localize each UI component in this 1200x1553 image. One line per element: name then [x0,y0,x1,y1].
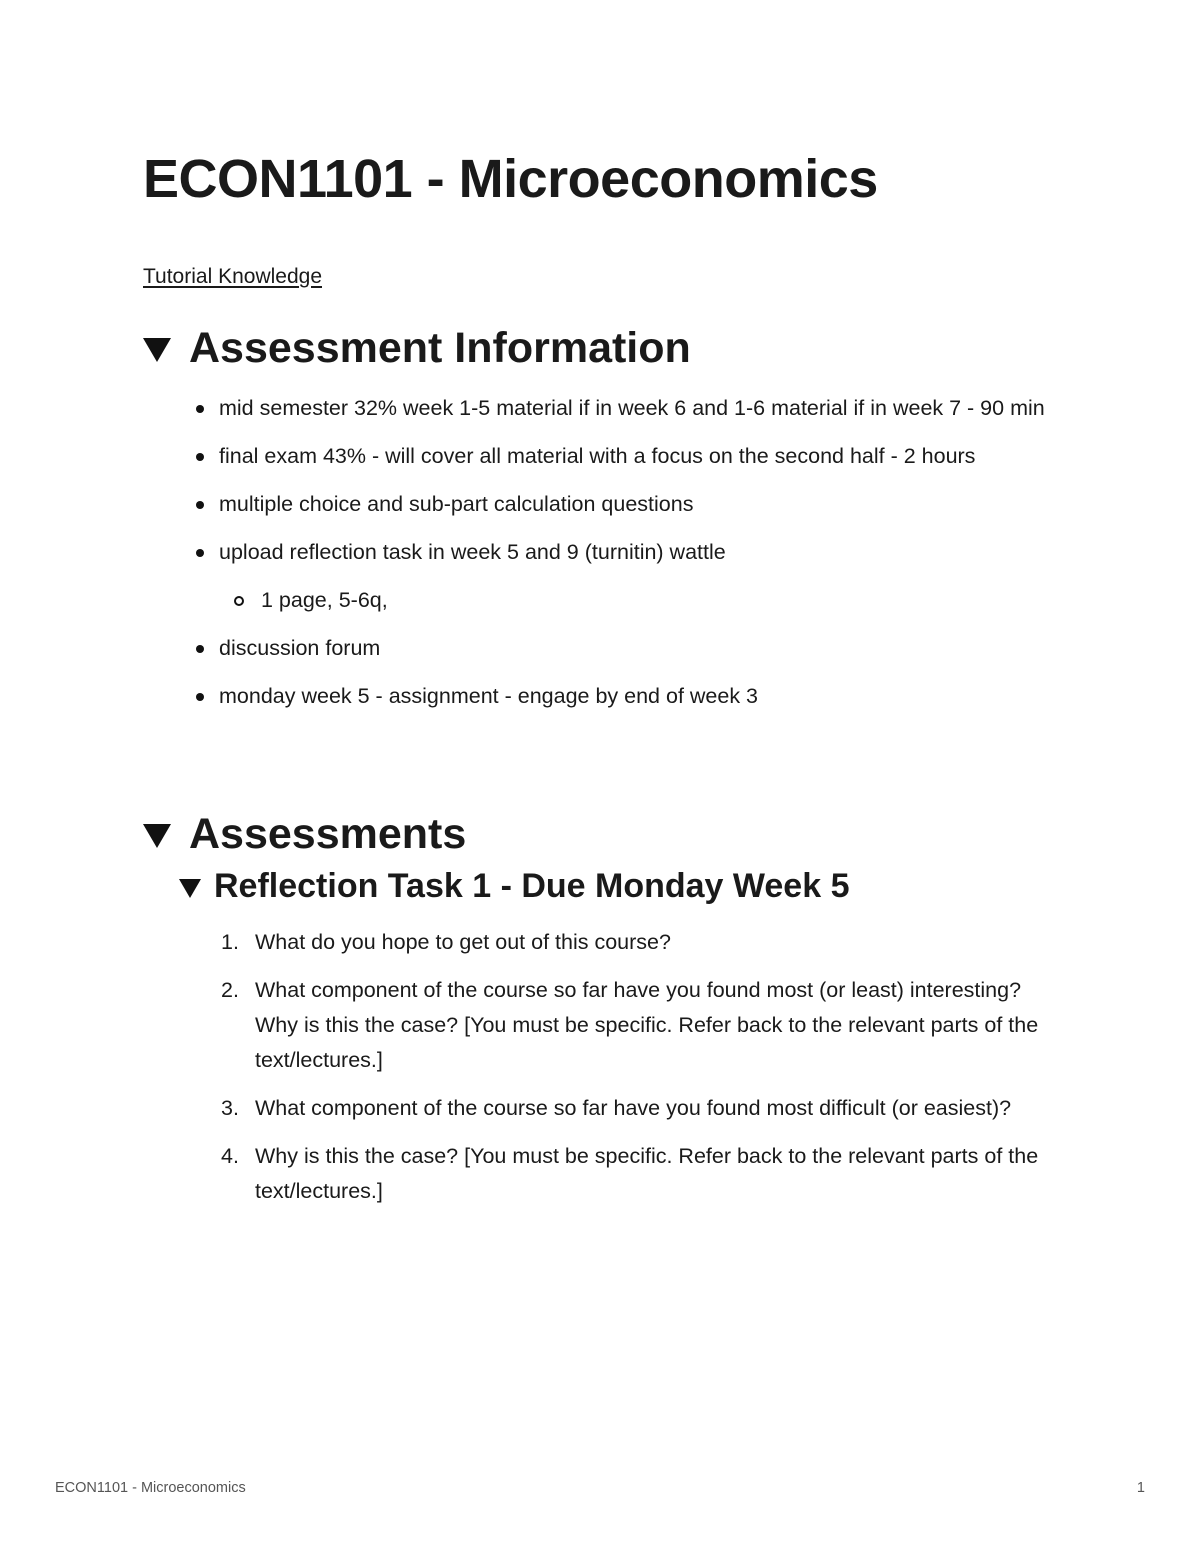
list-item [143,391,1053,426]
list-item [143,1139,1053,1209]
list-item-text: monday week 5 - assignment - engage by end of week 3 [219,684,759,708]
assessment-info-list [143,391,1053,727]
bullet-icon [196,405,204,413]
question-text: What do you hope to get out of this course? [255,930,671,954]
list-item [143,925,1053,960]
list-item [143,1091,1053,1126]
question-text: Why is this the case? [You must be specific. Refer back to the relevant parts of the [255,1013,1039,1037]
footer-page-number: 1 [1136,1480,1145,1496]
list-item-text: upload reflection task in week 5 and 9 (turnitin) wattle [219,540,726,564]
question-text: Why is this the case? [You must be specific. Refer back to the relevant parts of the [255,1144,1039,1168]
page-title: ECON1101 - Microeconomics [143,149,878,209]
question-text: text/lectures.] [255,1179,383,1203]
reflection-task-heading: Reflection Task 1 - Due Monday Week 5 [214,867,850,905]
triangle-down-icon[interactable] [143,824,171,848]
bullet-icon [196,453,204,461]
bullet-icon [196,501,204,509]
list-item-text: final exam 43% - will cover all material with a focus on the second half - 2 hours [219,444,976,468]
list-item-text: mid semester 32% week 1-5 material if in week 6 and 1-6 material if in week 7 - 90 min [219,396,1045,420]
bullet-icon [196,549,204,557]
bullet-icon [196,645,204,653]
list-item [143,631,1053,666]
item-number: 3. [221,1096,239,1120]
item-number: 4. [221,1144,239,1168]
list-item [143,679,1053,714]
item-number: 1. [221,930,239,954]
list-item-text: discussion forum [219,636,381,660]
list-item [143,535,1053,570]
reflection-questions-list [143,925,1053,1222]
assessment-information-heading: Assessment Information [189,324,691,372]
list-item [143,973,1053,1078]
bullet-icon [196,693,204,701]
list-item [143,439,1053,474]
list-item-text: multiple choice and sub-part calculation questions [219,492,694,516]
list-item [143,487,1053,522]
tutorial-knowledge-link[interactable]: Tutorial Knowledge [143,265,322,288]
assessments-heading: Assessments [189,810,467,858]
question-text: What component of the course so far have you found most (or least) interesting? [255,978,1022,1002]
item-number: 2. [221,978,239,1002]
toggle-reflection-task-1[interactable] [179,864,849,908]
toggle-assessments[interactable] [143,807,466,861]
triangle-down-icon[interactable] [143,338,171,362]
hollow-bullet-icon [234,596,244,606]
footer-title: ECON1101 - Microeconomics [55,1480,246,1496]
question-text: What component of the course so far have you found most difficult (or easiest)? [255,1096,1012,1120]
triangle-down-icon[interactable] [179,879,201,898]
toggle-assessment-information[interactable] [143,321,691,375]
list-item-nested [143,583,1053,618]
list-item-text: 1 page, 5-6q, [261,588,388,612]
question-text: text/lectures.] [255,1048,383,1072]
